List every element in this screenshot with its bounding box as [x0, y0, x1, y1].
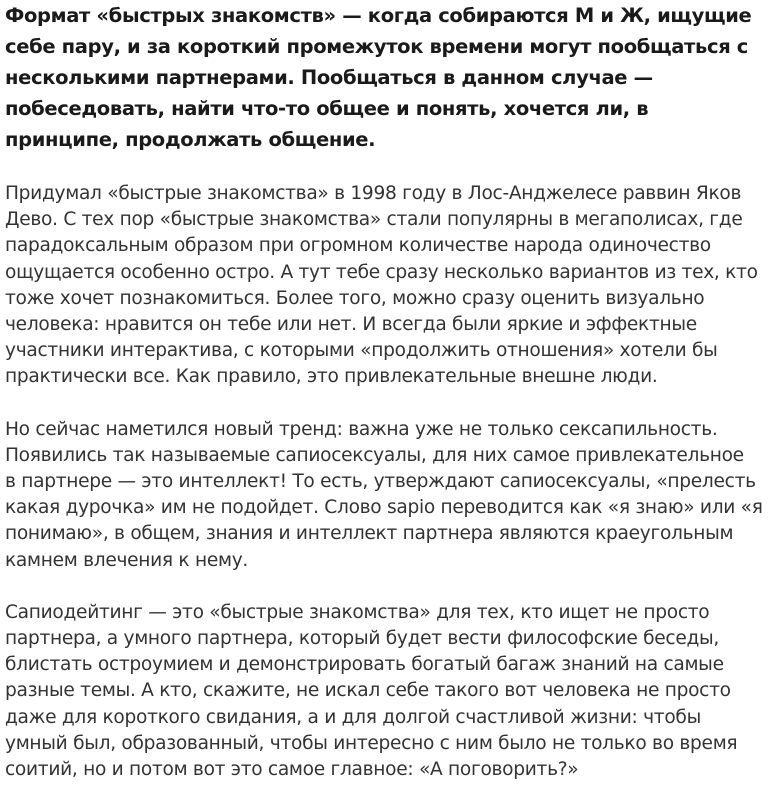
text-line: Появились так называемые сапиосексуалы, для них самое привлекательное [5, 444, 744, 466]
text-line: участники интерактива, с которыми «продолжить отношения» хотели бы [5, 340, 718, 362]
text-line: блистать остроумием и демонстрировать богатый багаж знаний на самые [5, 654, 724, 676]
paragraph-sapiosexuals [5, 417, 783, 574]
text-line: умный был, образованный, чтобы интересно с ним было не только во время [5, 732, 738, 754]
article-body [5, 0, 783, 809]
lead-line: Формат «быстрых знакомств» — когда собираются М и Ж, ищущие [5, 4, 752, 27]
lead-line: несколькими партнерами. Пообщаться в данном случае — [5, 66, 653, 89]
text-line: Дево. С тех пор «быстрые знакомства» стали популярны в мегаполисах, где [5, 209, 743, 231]
lead-line: себе пару, и за короткий промежуток времени могут пообщаться с [5, 35, 749, 58]
text-line: парадоксальным образом при огромном количестве народа одиночество [5, 235, 711, 257]
text-line: камнем влечения к нему. [5, 549, 249, 571]
text-line: тоже хочет познакомиться. Более того, можно сразу оценить визуально [5, 287, 705, 309]
text-line: Сапиодейтинг — это «быстрые знакомства» для тех, кто ищет не просто [5, 601, 710, 623]
text-line: практически все. Как правило, это привлекательные внешне люди. [5, 366, 658, 388]
text-line: человека: нравится он тебе или нет. И всегда были яркие и эффектные [5, 314, 697, 336]
text-line: даже для короткого свидания, а и для долгой счастливой жизни: чтобы [5, 706, 701, 728]
text-line: соитий, но и потом вот это самое главное: «А поговорить?» [5, 759, 579, 781]
lead-line: побеседовать, найти что-то общее и понять, хочется ли, в [5, 97, 649, 120]
paragraph-sapiodating [5, 600, 783, 783]
text-line: разные темы. А кто, скажите, не искал себе такого вот человека не просто [5, 680, 731, 702]
text-line: Придумал «быстрые знакомства» в 1998 году в Лос-Анджелесе раввин Яков [5, 183, 742, 204]
lead-line: принципе, продолжать общение. [5, 128, 376, 151]
lead-paragraph [5, 0, 783, 155]
text-line: в партнере — это интеллект! То есть, утверждают сапиосексуалы, «прелесть [5, 471, 756, 493]
text-line: Но сейчас наметился новый тренд: важна уже не только сексапильность. [5, 418, 718, 440]
paragraph-speed-dating-history [5, 181, 783, 391]
text-line: партнера, а умного партнера, который будет вести философские беседы, [5, 628, 720, 650]
text-line: ощущается особенно остро. А тут тебе сразу несколько вариантов из тех, кто [5, 261, 758, 283]
text-line: понимаю», в общем, знания и интеллект партнера являются краеугольным [5, 523, 734, 545]
text-line: какая дурочка» им не подойдет. Слово sapio переводится как «я знаю» или «я [5, 497, 763, 519]
